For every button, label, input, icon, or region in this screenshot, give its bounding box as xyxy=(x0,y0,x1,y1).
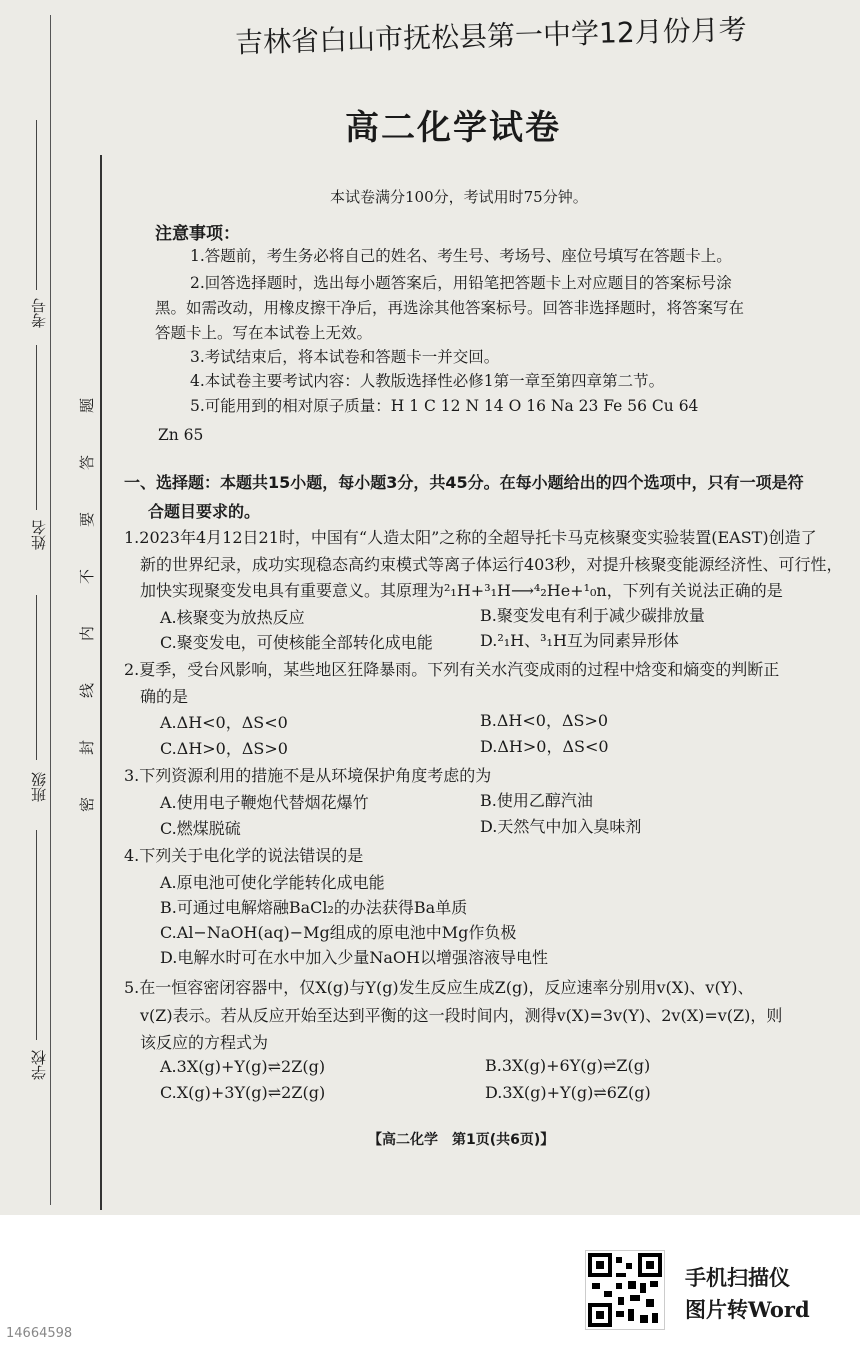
question-line: 确的是 xyxy=(140,687,189,706)
seal-char: 不 xyxy=(78,568,97,585)
note-line: 黑。如需改动，用橡皮擦干净后，再选涂其他答案标号。回答非选择题时，将答案写在 xyxy=(155,299,745,317)
seal-char: 要 xyxy=(78,511,97,528)
side-underline xyxy=(36,120,37,290)
question-line: 2.夏季，受台风影响，某些地区狂降暴雨。下列有关水汽变成雨的过程中焓变和熵变的判断正 xyxy=(124,660,780,679)
seal-char: 内 xyxy=(78,625,97,642)
exam-info: 本试卷满分100分，考试用时75分钟。 xyxy=(330,188,588,206)
seal-char: 线 xyxy=(78,682,97,699)
question-line: 新的世界纪录，成功实现稳态高约束模式等离子体运行403秒，对提升核聚变能源经济性、可行性， xyxy=(140,555,843,574)
note-line: 1.答题前，考生务必将自己的姓名、考生号、考场号、座位号填写在答题卡上。 xyxy=(190,247,732,265)
seal-char: 密 xyxy=(78,796,97,813)
question-line: v(Z)表示。若从反应开始至达到平衡的这一段时间内，测得v(X)=3v(Y)、2v(X)=v(Z)，则 xyxy=(140,1006,783,1025)
option-a: A.3X(g)+Y(g)⇌2Z(g) xyxy=(160,1057,326,1076)
option-c: C.燃煤脱硫 xyxy=(160,819,241,838)
seal-char: 封 xyxy=(78,739,97,756)
note-line: 5.可能用到的相对原子质量：H 1 C 12 N 14 O 16 Na 23 Fe 56 Cu 64 xyxy=(190,397,699,415)
seal-char: 答 xyxy=(78,454,97,471)
note-line: 4.本试卷主要考试内容：人教版选择性必修1第一章至第四章第二节。 xyxy=(190,372,665,390)
seal-char: 题 xyxy=(78,397,97,414)
note-line: 2.回答选择题时，选出每小题答案后，用铅笔把答题卡上对应题目的答案标号涂 xyxy=(190,274,732,292)
option-d: D.²₁H、³₁H互为同素异形体 xyxy=(480,631,679,650)
question-line: 5.在一恒容密闭容器中，仅X(g)与Y(g)发生反应生成Z(g)，反应速率分别用v(X)、v(Y)、 xyxy=(124,978,754,997)
side-underline xyxy=(36,595,37,760)
option-a: A.原电池可使化学能转化成电能 xyxy=(160,873,385,892)
scanner-label: 图片转Word xyxy=(685,1297,810,1322)
scanner-label: 手机扫描仪 xyxy=(685,1265,790,1290)
side-field-class: 班级 xyxy=(30,772,48,802)
question-line: 4.下列关于电化学的说法错误的是 xyxy=(124,846,364,865)
section-line: 合题目要求的。 xyxy=(148,502,261,521)
notes-heading: 注意事项： xyxy=(155,224,240,244)
document-id: 14664598 xyxy=(6,1326,73,1341)
option-d: D.3X(g)+Y(g)⇌6Z(g) xyxy=(485,1083,651,1102)
note-line: 3.考试结束后，将本试卷和答题卡一并交回。 xyxy=(190,348,500,366)
side-underline xyxy=(36,830,37,1040)
option-a: A.使用电子鞭炮代替烟花爆竹 xyxy=(160,793,369,812)
option-d: D.电解水时可在水中加入少量NaOH以增强溶液导电性 xyxy=(160,948,548,967)
option-d: D.天然气中加入臭味剂 xyxy=(480,817,642,836)
option-b: B.3X(g)+6Y(g)⇌Z(g) xyxy=(485,1056,651,1075)
section-line: 一、选择题：本题共15小题，每小题3分，共45分。在每小题给出的四个选项中，只有一项是符 xyxy=(124,473,804,492)
question-line: 加快实现聚变发电具有重要意义。其原理为²₁H+³₁H⟶⁴₂He+¹₀n，下列有关说法正确的是 xyxy=(140,581,783,600)
side-underline xyxy=(36,345,37,510)
school-header: 吉林省白山市抚松县第一中学12月份月考 xyxy=(234,12,748,60)
qr-code-icon xyxy=(585,1250,665,1330)
question-line: 该反应的方程式为 xyxy=(140,1033,269,1052)
option-b: B.ΔH<0，ΔS>0 xyxy=(480,711,609,730)
note-line: 答题卡上。写在本试卷上无效。 xyxy=(155,324,373,342)
option-d: D.ΔH>0，ΔS<0 xyxy=(480,737,609,756)
option-c: C.X(g)+3Y(g)⇌2Z(g) xyxy=(160,1083,326,1102)
side-field-name: 姓名 xyxy=(30,520,48,550)
option-b: B.使用乙醇汽油 xyxy=(480,791,593,810)
option-a: A.核聚变为放热反应 xyxy=(160,608,305,627)
option-c: C.ΔH>0，ΔS>0 xyxy=(160,739,288,758)
note-line: Zn 65 xyxy=(158,426,204,444)
question-line: 1.2023年4月12日21时，中国有“人造太阳”之称的全超导托卡马克核聚变实验装置(EAST)创造了 xyxy=(124,528,817,547)
section-heading xyxy=(124,468,824,526)
binding-line xyxy=(100,155,102,1210)
seal-text xyxy=(75,395,99,815)
page-title: 高二化学试卷 xyxy=(345,108,561,148)
side-field-school: 学校 xyxy=(30,1050,48,1080)
option-c: C.Al−NaOH(aq)−Mg组成的原电池中Mg作负极 xyxy=(160,923,517,942)
side-field-exam-no: 考号 xyxy=(30,298,48,328)
question-line: 3.下列资源利用的措施不是从环境保护角度考虑的为 xyxy=(124,766,492,785)
option-c: C.聚变发电，可使核能全部转化成电能 xyxy=(160,633,433,652)
page-footer: 【高二化学 第1页(共6页)】 xyxy=(368,1132,555,1148)
option-a: A.ΔH<0，ΔS<0 xyxy=(160,713,288,732)
option-b: B.聚变发电有利于减少碳排放量 xyxy=(480,606,705,625)
margin-rule xyxy=(50,15,51,1205)
option-b: B.可通过电解熔融BaCl₂的办法获得Ba单质 xyxy=(160,898,468,917)
